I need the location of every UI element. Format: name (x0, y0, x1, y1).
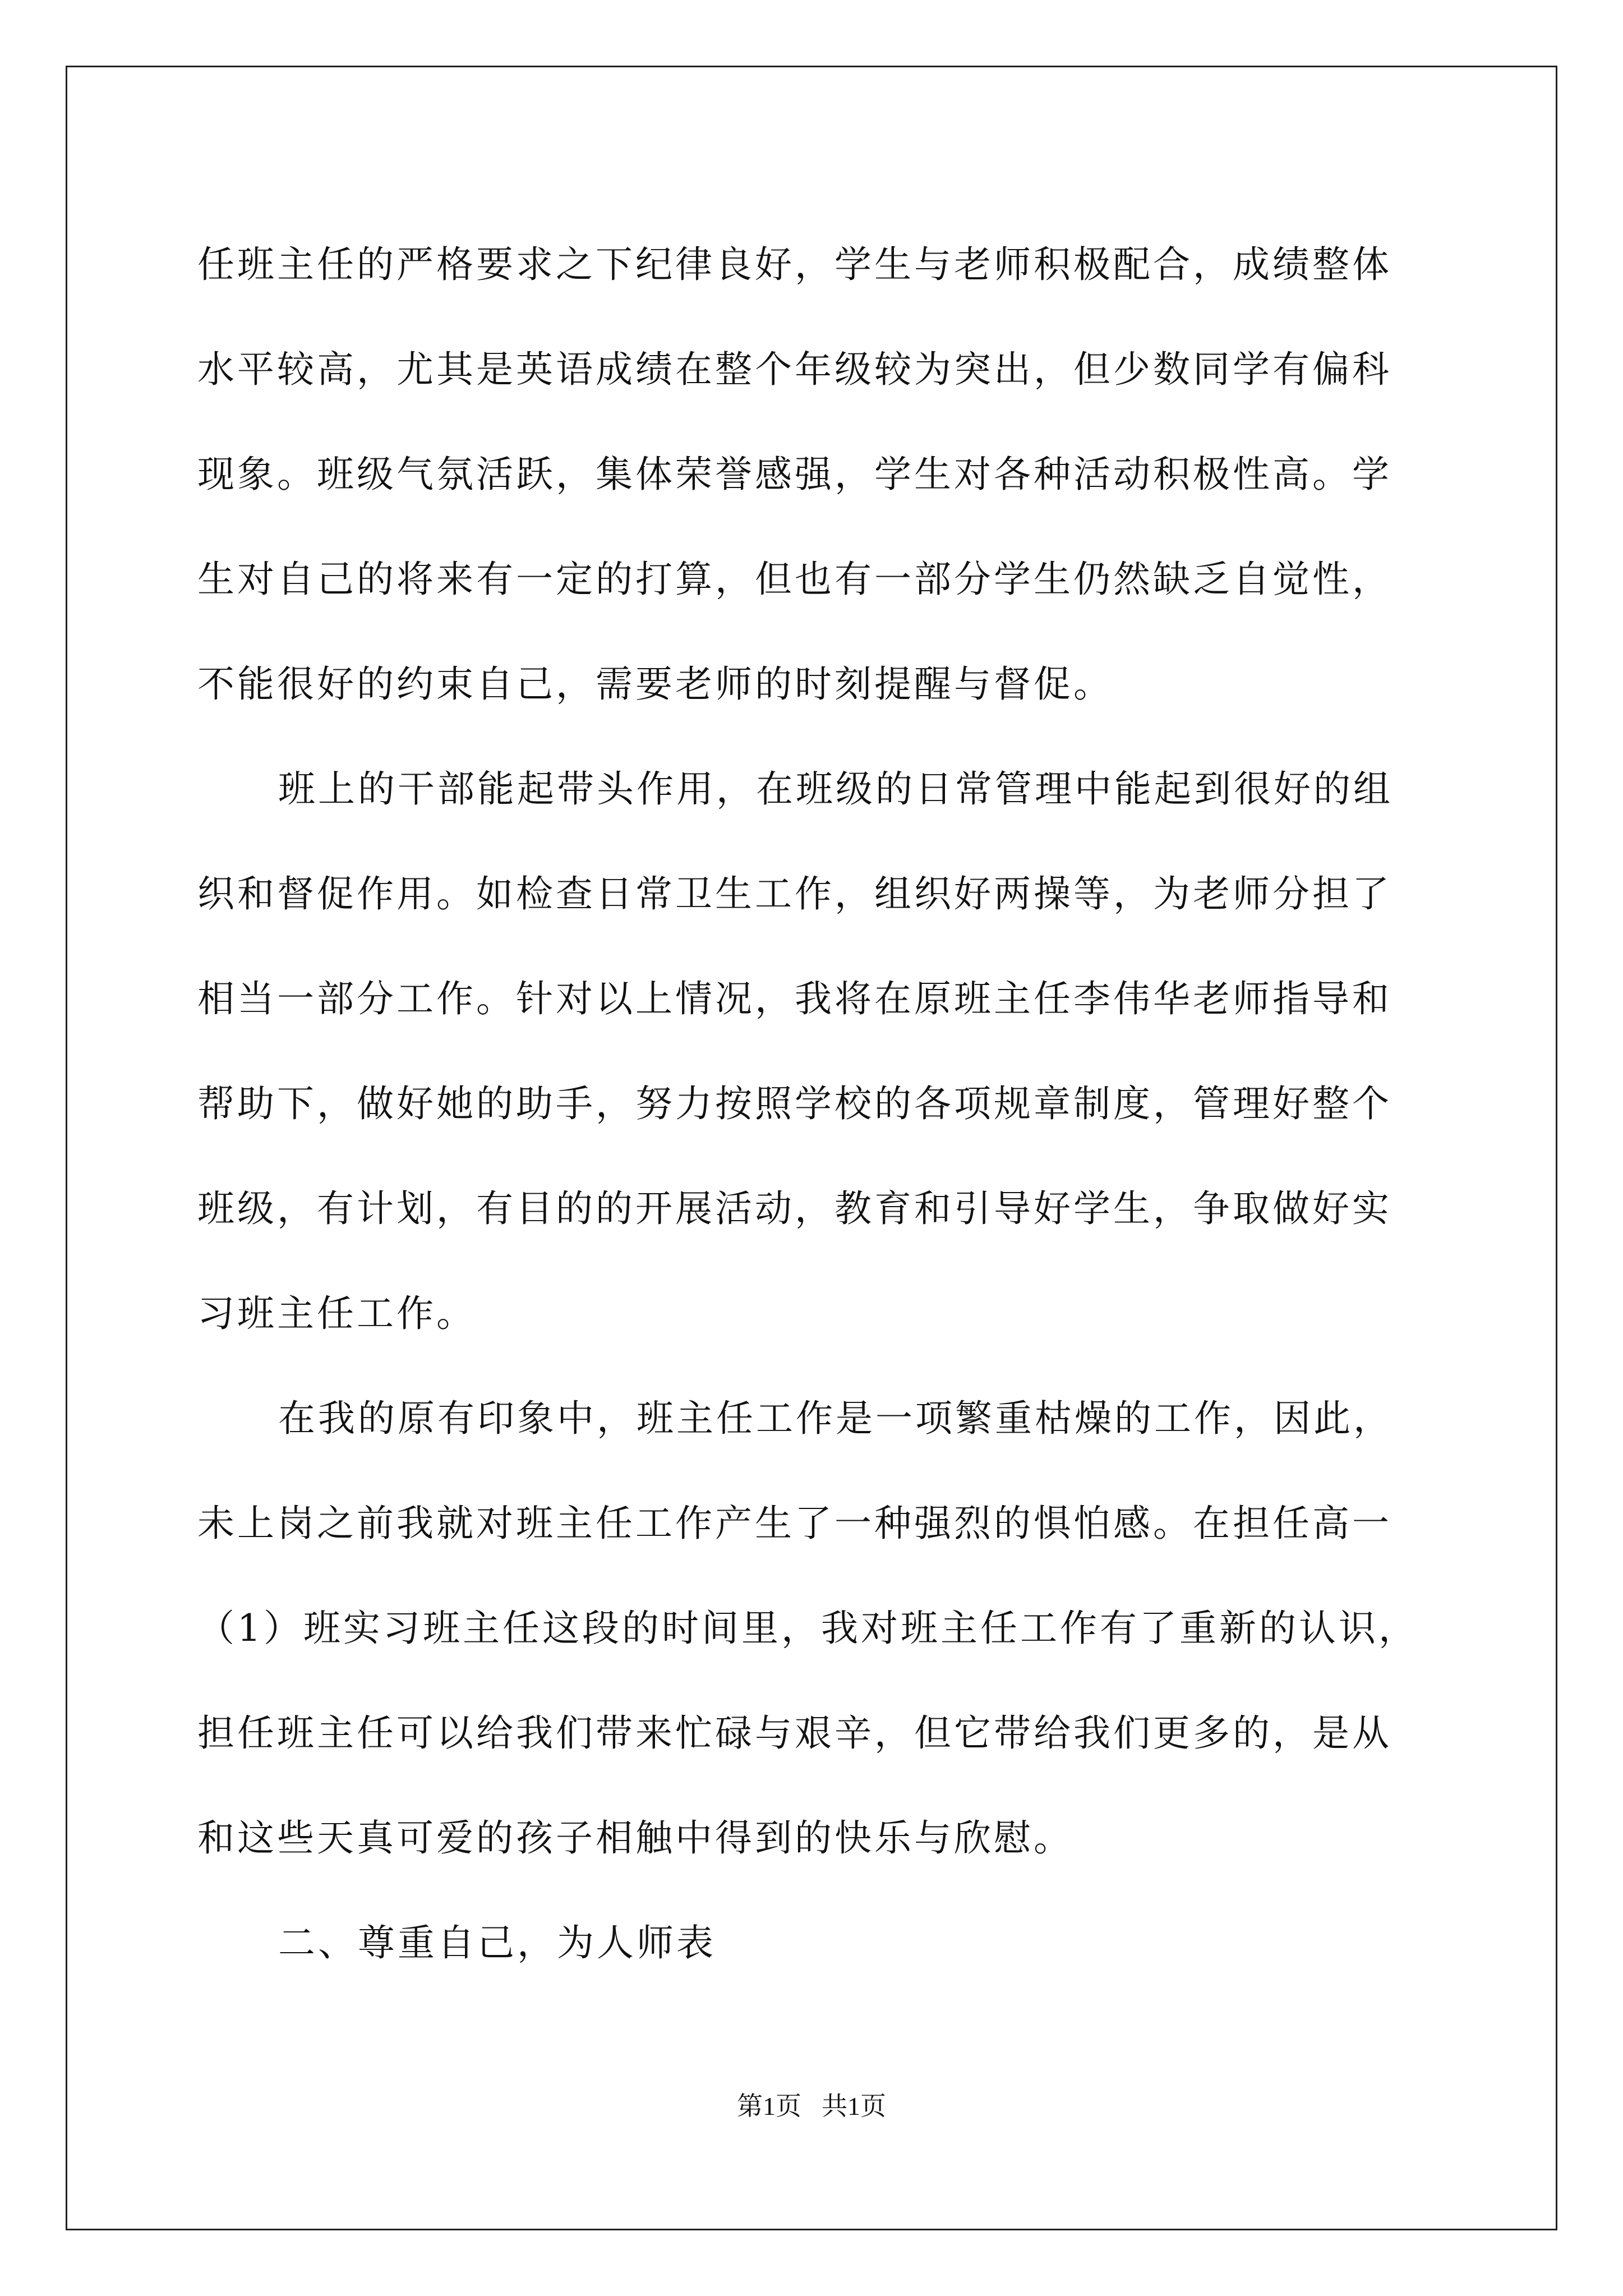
text-line: 任班主任的严格要求之下纪律良好，学生与老师积极配合，成绩整体 (197, 243, 1392, 286)
text-line: 生对自己的将来有一定的打算，但也有一部分学生仍然缺乏自觉性， (197, 558, 1392, 601)
text-line: 现象。班级气氛活跃，集体荣誉感强，学生对各种活动积极性高。学 (197, 453, 1392, 496)
page-number: 第1页 (737, 2092, 801, 2120)
section-heading: 二、尊重自己，为人师表 (278, 1921, 716, 1964)
page-footer (0, 2090, 1623, 2123)
text-line: 担任班主任可以给我们带来忙碌与艰辛，但它带给我们更多的，是从 (197, 1711, 1392, 1755)
text-line: 班上的干部能起带头作用，在班级的日常管理中能起到很好的组 (278, 767, 1393, 811)
text-line: 和这些天真可爱的孩子相触中得到的快乐与欣慰。 (197, 1816, 1073, 1860)
text-line: 习班主任工作。 (197, 1292, 476, 1335)
text-line: 织和督促作用。如检查日常卫生工作，组织好两操等，为老师分担了 (197, 872, 1392, 915)
page-total: 共1页 (822, 2092, 886, 2120)
text-line: 不能很好的约束自己，需要老师的时刻提醒与督促。 (197, 662, 1113, 706)
text-line: 在我的原有印象中，班主任工作是一项繁重枯燥的工作，因此， (278, 1397, 1393, 1440)
document-body (197, 212, 1426, 1995)
text-line: 水平较高，尤其是英语成绩在整个年级较为突出，但少数同学有偏科 (197, 348, 1392, 391)
text-line: 帮助下，做好她的助手，努力按照学校的各项规章制度，管理好整个 (197, 1082, 1392, 1125)
text-line: 相当一部分工作。针对以上情况，我将在原班主任李伟华老师指导和 (197, 977, 1392, 1020)
text-line: （1）班实习班主任这段的时间里，我对班主任工作有了重新的认识， (197, 1607, 1418, 1650)
text-line: 未上岗之前我就对班主任工作产生了一种强烈的惧怕感。在担任高一 (197, 1502, 1392, 1545)
text-line: 班级，有计划，有目的的开展活动，教育和引导好学生，争取做好实 (197, 1187, 1392, 1230)
